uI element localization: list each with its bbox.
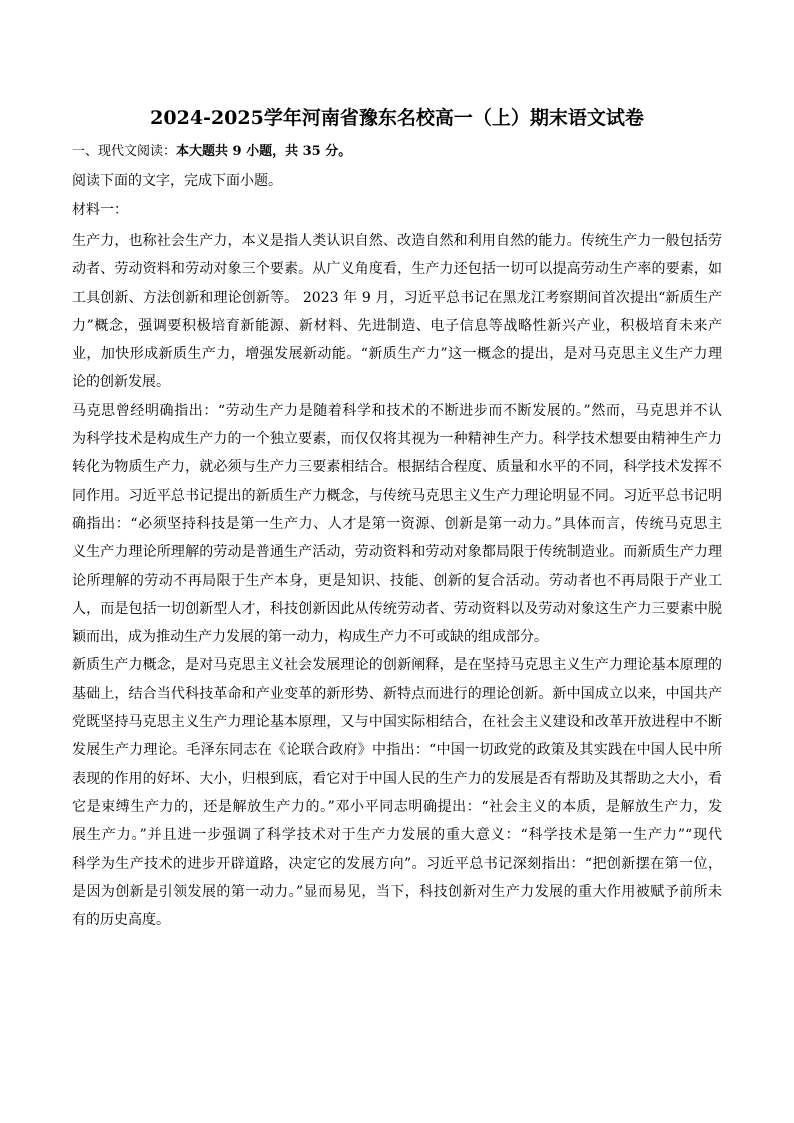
paragraph-line: 转化为物质生产力，就必须与生产力三要素相结合。根据结合程度、质量和水平的不同，科学技术发挥不: [72, 459, 722, 476]
paragraph-line: 新质生产力概念，是对马克思主义社会发展理论的创新阐释，是在坚持马克思主义生产力理论基本原理的: [72, 657, 722, 674]
paragraph-line: 工具创新、方法创新和理论创新等。 2023 年 9 月，习近平总书记在黑龙江考察期间首次提出“新质生产: [72, 289, 722, 306]
exam-title: 2024-2025学年河南省豫东名校高一（上）期末语文试卷: [150, 107, 644, 129]
paragraph-line: 人，而是包括一切创新型人才，科技创新因此从传统劳动者、劳动资料以及劳动对象这生产力三要素中脱: [72, 600, 722, 617]
paragraph-line: 动者、劳动资料和劳动对象三个要素。从广义角度看，生产力还包括一切可以提高劳动生产率的要素，如: [72, 261, 722, 278]
paragraph-line: 为科学技术是构成生产力的一个独立要素，而仅仅将其视为一种精神生产力。科学技术想要由精神生产力: [72, 431, 722, 448]
paragraph-line: 基础上，结合当代科技革命和产业变革的新形势、新特点而进行的理论创新。新中国成立以来，中国共产: [72, 685, 722, 702]
paragraph-2: [72, 397, 722, 652]
paragraph-line: 是因为创新是引领发展的第一动力。”显而易见，当下，科技创新对生产力发展的重大作用被赋予前所未: [72, 883, 722, 900]
paragraph-line: 党既坚持马克思主义生产力理论基本原理，又与中国实际相结合，在社会主义建设和改革开放进程中不断: [72, 714, 722, 731]
paragraph-1: [72, 227, 722, 397]
paragraph-3: [72, 651, 722, 934]
section-number-label: 一、现代文阅读：: [72, 144, 177, 159]
paragraph-line: 生产力，也称社会生产力，本义是指人类认识自然、改造自然和利用自然的能力。传统生产力一般包括劳: [72, 233, 722, 249]
paragraph-line: 展生产力。”并且进一步强调了科学技术对于生产力发展的重大意义：“科学技术是第一生产力”“现代: [72, 827, 722, 844]
reading-instruction: 阅读下面的文字，完成下面小题。: [72, 173, 282, 189]
material-label: 材料一：: [72, 202, 128, 218]
paragraph-line: 表现的作用的好坏、大小，归根到底，看它对于中国人民的生产力的发展是否有帮助及其帮助之大小，看: [72, 770, 722, 787]
paragraph-line: 业，加快形成新质生产力，增强发展新动能。“新质生产力”这一概念的提出，是对马克思主义生产力理: [72, 346, 722, 363]
paragraph-line: 有的历史高度。: [72, 912, 170, 929]
paragraph-line: 马克思曾经明确指出：“劳动生产力是随着科学和技术的不断进步而不断发展的。”然而，马克思并不认: [72, 402, 722, 419]
exam-page: [72, 104, 722, 934]
paragraph-line: 论所理解的劳动不再局限于生产本身，更是知识、技能、创新的复合活动。劳动者也不再局限于产业工: [72, 572, 722, 589]
paragraph-line: 科学为生产技术的进步开辟道路，决定它的发展方向”。习近平总书记深刻指出：“把创新摆在第一位，: [72, 855, 722, 872]
paragraph-line: 义生产力理论所理解的劳动是普通生产活动，劳动资料和劳动对象都局限于传统制造业。而新质生产力理: [72, 544, 722, 561]
section-heading: [72, 140, 722, 164]
paragraph-line: 颖而出，成为推动生产力发展的第一动力，构成生产力不可或缺的组成部分。: [72, 629, 548, 646]
paragraph-line: 确指出：“必须坚持科技是第一生产力、人才是第一资源、创新是第一动力。”具体而言，传统马克思主: [72, 515, 722, 532]
section-description: 本大题共 9 小题，共 35 分。: [176, 144, 352, 159]
paragraph-line: 论的创新发展。: [72, 374, 170, 391]
paragraph-line: 同作用。习近平总书记提出的新质生产力概念，与传统马克思主义生产力理论明显不同。习近平总书记明: [72, 487, 722, 504]
paragraph-line: 发展生产力理论。毛泽东同志在《论联合政府》中指出：“中国一切政党的政策及其实践在中国人民中所: [72, 742, 722, 759]
paragraph-line: 它是束缚生产力的，还是解放生产力的。”邓小平同志明确提出：“社会主义的本质，是解放生产力，发: [72, 798, 722, 815]
paragraph-line: 力”概念，强调要积极培育新能源、新材料、先进制造、电子信息等战略性新兴产业，积极培育未来产: [72, 317, 722, 334]
